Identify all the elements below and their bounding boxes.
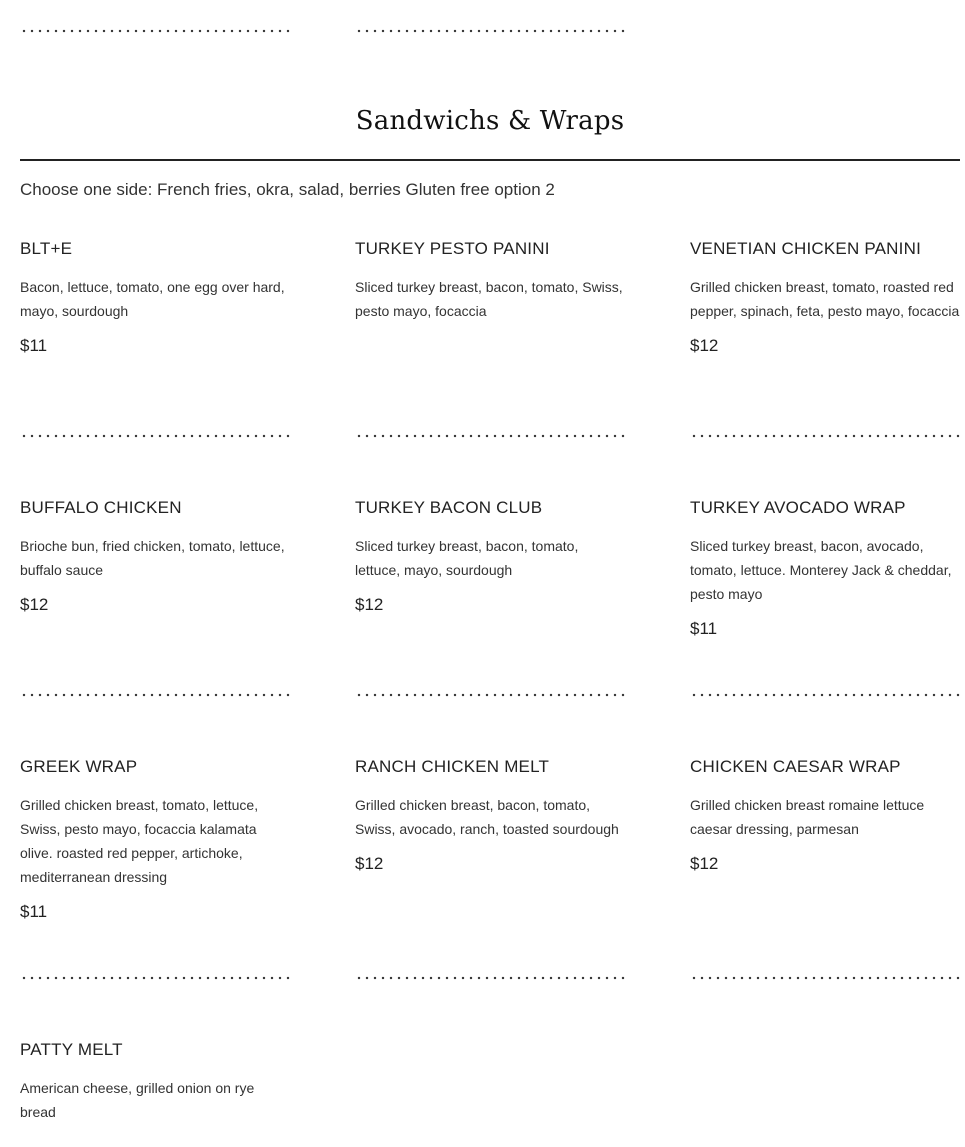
item-price: $12 — [20, 595, 49, 614]
item-name: BLT+E — [20, 239, 73, 258]
section-title: Sandwichs & Wraps — [355, 106, 625, 136]
menu-item — [20, 238, 290, 357]
item-description: Brioche bun, fried chicken, tomato, lettuce, buffalo sauce — [20, 538, 285, 578]
item-name: BUFFALO CHICKEN — [20, 498, 182, 517]
menu-item — [690, 238, 960, 357]
item-name: PATTY MELT — [20, 1040, 123, 1059]
menu-item — [20, 756, 290, 923]
menu-item — [20, 497, 290, 616]
menu-item — [20, 1039, 290, 1136]
item-description: Grilled chicken breast, bacon, tomato, Swiss, avocado, ranch, toasted sourdough — [355, 797, 619, 837]
separator-dots — [20, 433, 290, 439]
item-price: $12 — [690, 854, 719, 873]
section-note: Choose one side: French fries, okra, salad, berries Gluten free option 2 — [20, 180, 555, 199]
menu-item — [355, 497, 625, 616]
separator-dots — [355, 433, 625, 439]
item-name: VENETIAN CHICKEN PANINI — [690, 239, 921, 258]
item-price: $11 — [20, 902, 48, 921]
item-price: $12 — [355, 595, 384, 614]
separator-dots — [355, 28, 625, 34]
item-description: Sliced turkey breast, bacon, tomato, lettuce, mayo, sourdough — [355, 538, 579, 578]
section-divider — [20, 159, 960, 161]
item-description: American cheese, grilled onion on rye bread — [20, 1080, 255, 1120]
separator-dots — [690, 975, 960, 981]
menu-item — [690, 756, 960, 875]
item-name: GREEK WRAP — [20, 757, 138, 776]
item-description: Sliced turkey breast, bacon, tomato, Swiss, pesto mayo, focaccia — [355, 279, 623, 319]
separator-dots — [355, 975, 625, 981]
separator-dots — [355, 692, 625, 698]
item-description: Grilled chicken breast, tomato, lettuce, Swiss, pesto mayo, focaccia kalamata olive. roasted red pepper, artichoke, mediterranean dressing — [20, 797, 259, 885]
item-price: $12 — [690, 336, 719, 355]
item-price: $12 — [355, 854, 384, 873]
separator-dots — [20, 975, 290, 981]
menu-item — [355, 238, 625, 335]
item-price: $11 — [690, 619, 718, 638]
separator-dots — [690, 433, 960, 439]
item-name: CHICKEN CAESAR WRAP — [690, 757, 901, 776]
item-description: Bacon, lettuce, tomato, one egg over hard, mayo, sourdough — [20, 279, 285, 319]
separator-dots — [20, 28, 290, 34]
item-description: Grilled chicken breast, tomato, roasted red pepper, spinach, feta, pesto mayo, focaccia — [690, 279, 960, 319]
item-price: $11 — [20, 336, 48, 355]
item-name: TURKEY AVOCADO WRAP — [690, 498, 906, 517]
item-name: TURKEY BACON CLUB — [355, 498, 543, 517]
separator-dots — [20, 692, 290, 698]
item-name: TURKEY PESTO PANINI — [355, 239, 550, 258]
item-description: Grilled chicken breast romaine lettuce caesar dressing, parmesan — [690, 797, 925, 837]
menu-item — [690, 497, 960, 640]
separator-dots — [690, 692, 960, 698]
item-name: RANCH CHICKEN MELT — [355, 757, 550, 776]
menu-item — [355, 756, 625, 875]
item-description: Sliced turkey breast, bacon, avocado, tomato, lettuce. Monterey Jack & cheddar, pesto mayo — [690, 538, 952, 602]
